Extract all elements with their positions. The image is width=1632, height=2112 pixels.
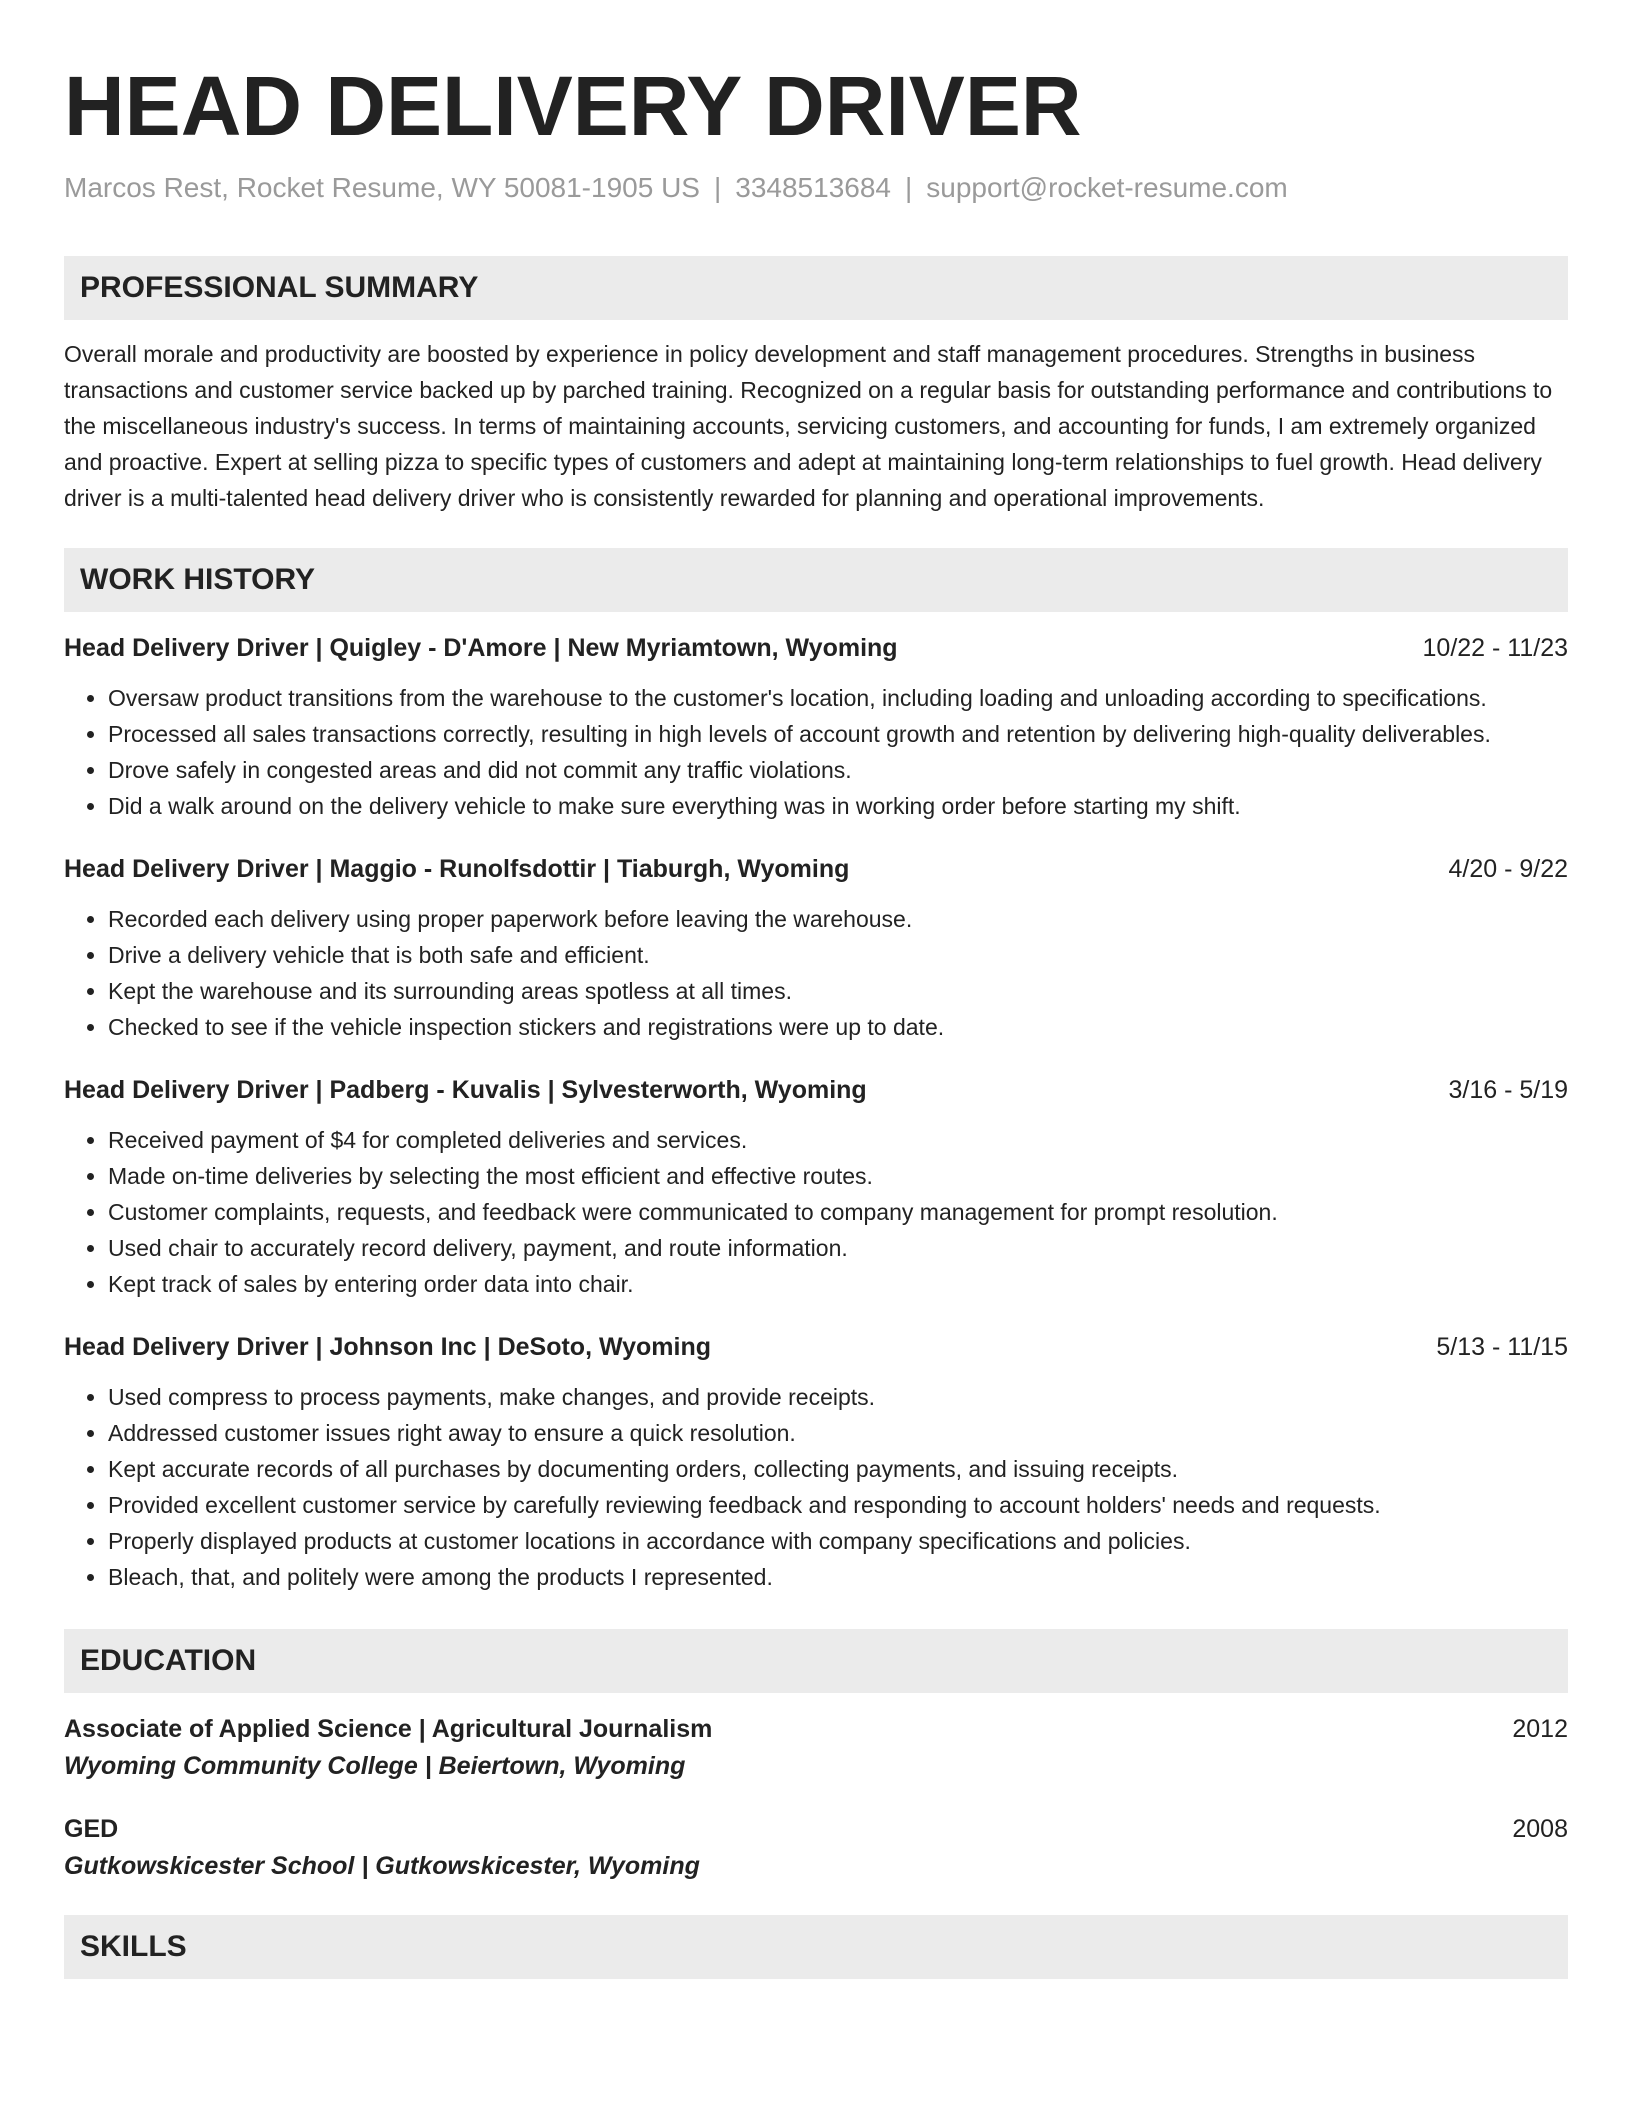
job-bullets xyxy=(64,680,1568,824)
job-bullet: • Properly displayed products at customer locations in accordance with company specifications and policies. xyxy=(108,1523,1568,1559)
job-bullet: • Recorded each delivery using proper paperwork before leaving the warehouse. xyxy=(108,901,1568,937)
job-bullet: • Oversaw product transitions from the warehouse to the customer's location, including loading and unloading according to specifications. xyxy=(108,680,1568,716)
education-school: Wyoming Community College | Beiertown, Wyoming xyxy=(64,1752,686,1780)
job-bullet: • Used compress to process payments, make changes, and provide receipts. xyxy=(108,1379,1568,1415)
job-bullet: • Kept track of sales by entering order data into chair. xyxy=(108,1266,1568,1302)
job-title: Head Delivery Driver | Johnson Inc | DeSoto, Wyoming xyxy=(64,1333,712,1361)
contact-separator: | xyxy=(713,172,722,203)
job-header xyxy=(64,1072,1568,1108)
job-bullet: • Processed all sales transactions correctly, resulting in high levels of account growth and retention by delivering high-quality deliverables. xyxy=(108,716,1568,752)
education-school: Gutkowskicester School | Gutkowskicester, Wyoming xyxy=(64,1852,700,1880)
job-bullets xyxy=(64,1379,1568,1595)
work-history-heading: WORK HISTORY xyxy=(64,548,1568,612)
job-bullet: • Kept the warehouse and its surrounding areas spotless at all times. xyxy=(108,973,1568,1009)
job-entry xyxy=(64,1329,1568,1595)
education-entry xyxy=(64,1711,1568,1785)
job-bullet: • Received payment of $4 for completed deliveries and services. xyxy=(108,1122,1568,1158)
education-year: 2008 xyxy=(1512,1815,1568,1843)
education-header xyxy=(64,1811,1568,1847)
job-header xyxy=(64,1329,1568,1365)
job-entry xyxy=(64,630,1568,824)
job-bullet: • Customer complaints, requests, and feedback were communicated to company management for prompt resolution. xyxy=(108,1194,1568,1230)
education-heading: EDUCATION xyxy=(64,1629,1568,1693)
summary-text: Overall morale and productivity are boosted by experience in policy development and staff management procedures. Strengths in business transactions and customer service backed up by parched training. Recognized on a regular basis for outstanding performance and contributions to the miscellaneous industry's success. In terms of maintaining accounts, servicing customers, and accounting for funds, I am extremely organized and proactive. Expert at selling pizza to specific types of customers and adept at maintaining long-term relationships to fuel growth. Head delivery driver is a multi-talented head delivery driver who is consistently rewarded for planning and operational improvements. xyxy=(64,341,1553,511)
resume-name-title: HEAD DELIVERY DRIVER xyxy=(64,59,1082,153)
job-dates: 10/22 - 11/23 xyxy=(1422,634,1568,662)
summary-heading: PROFESSIONAL SUMMARY xyxy=(64,256,1568,320)
education-degree: GED xyxy=(64,1815,119,1843)
job-bullets xyxy=(64,901,1568,1045)
job-bullet: • Made on-time deliveries by selecting the most efficient and effective routes. xyxy=(108,1158,1568,1194)
job-bullet: • Did a walk around on the delivery vehicle to make sure everything was in working order before starting my shift. xyxy=(108,788,1568,824)
work-history-list xyxy=(64,630,1568,1595)
education-year: 2012 xyxy=(1512,1715,1568,1743)
resume-page xyxy=(64,0,1568,1979)
contact-address: Marcos Rest, Rocket Resume, WY 50081-1905 US xyxy=(64,172,700,203)
job-bullet: • Addressed customer issues right away to ensure a quick resolution. xyxy=(108,1415,1568,1451)
job-bullet: • Drove safely in congested areas and did not commit any traffic violations. xyxy=(108,752,1568,788)
job-title: Head Delivery Driver | Quigley - D'Amore | New Myriamtown, Wyoming xyxy=(64,634,898,662)
job-dates: 5/13 - 11/15 xyxy=(1436,1333,1568,1361)
job-header xyxy=(64,851,1568,887)
job-bullet: • Provided excellent customer service by carefully reviewing feedback and responding to account holders' needs and requests. xyxy=(108,1487,1568,1523)
job-entry xyxy=(64,851,1568,1045)
job-bullet: • Kept accurate records of all purchases by documenting orders, collecting payments, and issuing receipts. xyxy=(108,1451,1568,1487)
job-title: Head Delivery Driver | Padberg - Kuvalis | Sylvesterworth, Wyoming xyxy=(64,1076,867,1104)
job-header xyxy=(64,630,1568,666)
contact-phone: 3348513684 xyxy=(735,172,891,203)
job-bullet: • Bleach, that, and politely were among the products I represented. xyxy=(108,1559,1568,1595)
job-dates: 3/16 - 5/19 xyxy=(1448,1076,1568,1104)
skills-heading: SKILLS xyxy=(64,1915,1568,1979)
job-entry xyxy=(64,1072,1568,1302)
contact-email: support@rocket-resume.com xyxy=(926,172,1288,203)
education-header xyxy=(64,1711,1568,1747)
contact-separator: | xyxy=(905,172,913,203)
education-entry xyxy=(64,1811,1568,1885)
contact-line xyxy=(64,170,1568,206)
job-bullet: • Checked to see if the vehicle inspection stickers and registrations were up to date. xyxy=(108,1009,1568,1045)
job-bullet: • Drive a delivery vehicle that is both safe and efficient. xyxy=(108,937,1568,973)
education-degree: Associate of Applied Science | Agricultural Journalism xyxy=(64,1715,713,1743)
job-title: Head Delivery Driver | Maggio - Runolfsdottir | Tiaburgh, Wyoming xyxy=(64,855,850,883)
job-bullet: • Used chair to accurately record delivery, payment, and route information. xyxy=(108,1230,1568,1266)
job-dates: 4/20 - 9/22 xyxy=(1448,855,1568,883)
job-bullets xyxy=(64,1122,1568,1302)
